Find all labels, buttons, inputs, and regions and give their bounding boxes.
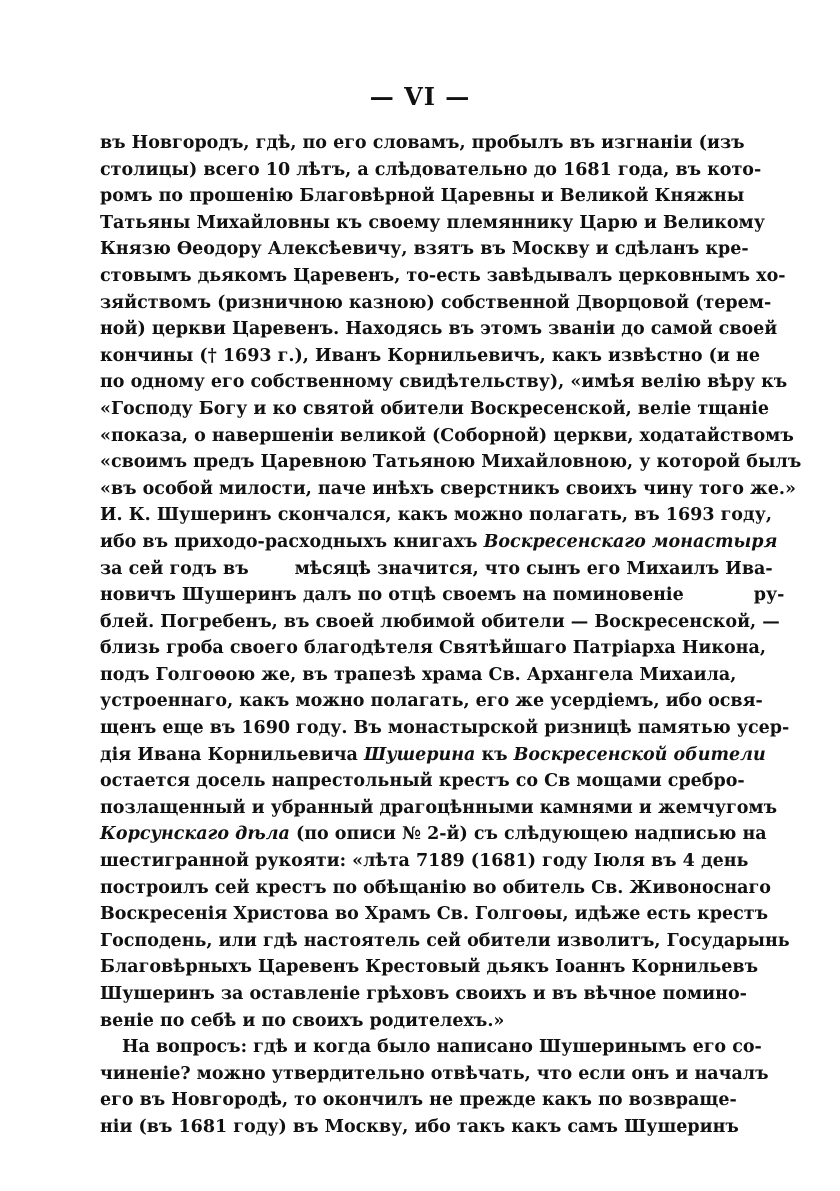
- text-line: веніе по себѣ и по своихъ родителехъ.»: [100, 1010, 505, 1031]
- text-line: Господень, или гдѣ настоятель сей обители изволитъ, Государынь: [100, 930, 790, 951]
- text-line: ной) церкви Царевенъ. Находясь въ этомъ званіи до самой своей: [100, 319, 778, 340]
- text-line: подъ Голгоѳою же, въ трапезѣ храма Св. Архангела Михаила,: [100, 664, 737, 685]
- text-line: чиненіе? можно утвердительно отвѣчать, что если онъ и началъ: [100, 1063, 769, 1084]
- text-line: въ Новгородъ, гдѣ, по его словамъ, пробылъ въ изгнаніи (изъ: [100, 133, 745, 153]
- text-line: [100, 582, 785, 609]
- text-line: зяйствомъ (ризничною казною) собственной Дворцовой (терем-: [100, 292, 772, 313]
- text-line: устроеннаго, какъ можно полагать, его же усердіемъ, ибо освя-: [100, 691, 763, 712]
- text-line: И. К. Шушеринъ скончался, какъ можно полагать, въ 1693 году,: [100, 505, 772, 526]
- text-line: кончины († 1693 г.), Иванъ Корнильевичъ, какъ извѣстно (и не: [100, 345, 760, 366]
- text-line: блей. Погребенъ, въ своей любимой обители — Воскресенской, —: [100, 611, 780, 632]
- text-line: остается досель напрестольный крестъ со Св мощами сребро-: [100, 771, 745, 792]
- text-line: стовымъ дьякомъ Царевенъ, то-есть завѣдывалъ церковнымъ хо-: [100, 265, 786, 286]
- text-line: Воскресенія Христова во Храмъ Св. Голгоѳы, идѣже есть крестъ: [100, 904, 769, 925]
- text-segment: дія Ивана Корнильевича: [100, 744, 358, 765]
- text-line: столицы) всего 10 лѣтъ, а слѣдовательно до 1681 года, въ кото-: [100, 159, 762, 180]
- text-line: шестигранной рукояти: «лѣта 7189 (1681) году Іюля въ 4 день: [100, 851, 749, 872]
- text-line: Князю Өеодору Алексѣевичу, взятъ въ Москву и сдѣланъ кре-: [100, 239, 749, 260]
- text-line: позлащенный и убранный драгоцѣнными камнями и жемчугомъ: [100, 797, 777, 818]
- text-segment: (по описи № 2-й) съ слѣдующею надписью на: [295, 824, 767, 845]
- text-line: [100, 742, 766, 769]
- text-line: На вопросъ: гдѣ и когда было написано Шушеринымъ его со-: [122, 1037, 762, 1058]
- text-segment: къ: [481, 744, 508, 765]
- text-segment: ру-: [753, 585, 785, 606]
- main-text: [100, 130, 802, 1141]
- text-line: Шушеринъ за оставленіе грѣховъ своихъ и въ вѣчное помино-: [100, 984, 747, 1004]
- italic-title: Корсунскаго дѣла: [100, 824, 290, 845]
- text-line: его въ Новгородѣ, то окончилъ не прежде какъ по возвраще-: [100, 1090, 737, 1111]
- text-line: близь гроба своего благодѣтеля Святѣйшаго Патріарха Никона,: [100, 638, 766, 659]
- italic-title: Воскресенской обители: [513, 744, 766, 765]
- text-segment: новичъ Шушеринъ далъ по отцѣ своемъ на поминовеніе: [100, 585, 684, 606]
- text-line: ромъ по прошенію Благовѣрной Царевны и Великой Княжны: [100, 186, 745, 207]
- text-line: ніи (въ 1681 году) въ Москву, ибо такъ какъ самъ Шушеринъ: [100, 1116, 739, 1137]
- italic-title: Воскресенскаго монастыря: [483, 531, 778, 552]
- text-line: щенъ еще въ 1690 году. Въ монастырской ризницѣ памятью усер-: [100, 718, 790, 739]
- page-number-header: — VI —: [369, 82, 471, 111]
- italic-name: Шушерина: [363, 744, 476, 765]
- text-line: [100, 821, 767, 848]
- text-line: по одному его собственному свидѣтельству), «имѣя велію вѣру къ: [100, 372, 788, 393]
- text-line: [100, 556, 773, 583]
- text-segment: ибо въ приходо-расходныхъ книгахъ: [100, 531, 478, 552]
- text-line: «показа, о навершеніи великой (Соборной) церкви, ходатайствомъ: [100, 425, 794, 446]
- text-segment: за сей годъ въ: [100, 558, 249, 579]
- text-line: Благовѣрныхъ Царевенъ Крестовый дьякъ Іоаннъ Корнильевъ: [100, 957, 759, 978]
- text-line: [100, 529, 778, 556]
- text-line: «въ особой милости, паче инѣхъ сверстникъ своихъ чину того же.»: [100, 478, 796, 499]
- text-segment: мѣсяцѣ значится, что сынъ его Михаилъ Ива-: [294, 558, 773, 579]
- text-line: построилъ сей крестъ по обѣщанію во обитель Св. Живоноснаго: [100, 877, 771, 898]
- text-line: «своимъ предъ Царевною Татьяною Михайловною, у которой былъ: [100, 452, 802, 473]
- text-line: «Господу Богу и ко святой обители Воскресенской, велiе тщаніе: [100, 398, 770, 419]
- text-line: Татьяны Михайловны къ своему племяннику Царю и Великому: [100, 212, 765, 233]
